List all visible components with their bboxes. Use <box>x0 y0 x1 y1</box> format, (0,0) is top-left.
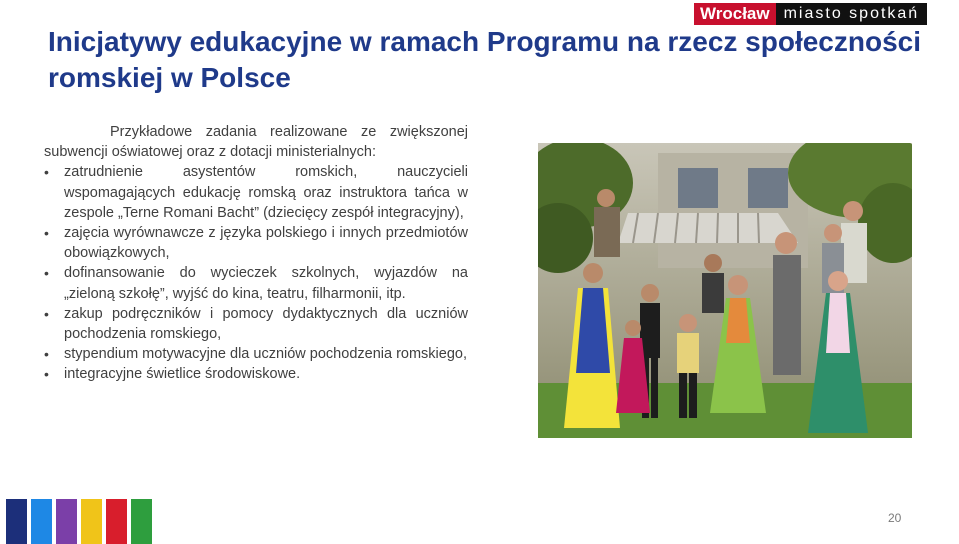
bullet-item: • stypendium motywacyjne dla uczniów pochodzenia romskiego, <box>44 344 468 364</box>
color-block <box>106 499 127 544</box>
slide-title: Inicjatywy edukacyjne w ramach Programu na rzecz społeczności romskiej w Polsce <box>48 26 922 93</box>
slide-body <box>44 122 468 385</box>
color-block <box>31 499 52 544</box>
group-photo <box>538 143 912 438</box>
bullet-item: • integracyjne świetlice środowiskowe. <box>44 364 468 384</box>
color-block <box>6 499 27 544</box>
bullet-item: • zatrudnienie asystentów romskich, nauczycieli wspomagających edukację romską oraz instruktora tańca w zespole „Terne Romani Bacht” (dziecięcy zespół integracyjny), <box>44 162 468 223</box>
logo-brand: Wrocław <box>694 3 776 25</box>
wroclaw-logo <box>694 3 927 25</box>
bullet-list <box>44 162 468 384</box>
page-number: 20 <box>888 511 902 525</box>
bullet-item: • zakup podręczników i pomocy dydaktycznych dla uczniów pochodzenia romskiego, <box>44 304 468 344</box>
bullet-item: • zajęcia wyrównawcze z języka polskiego i innych przedmiotów obowiązkowych, <box>44 223 468 263</box>
logo-tagline: miasto spotkań <box>776 3 928 25</box>
color-block <box>131 499 152 544</box>
color-block <box>56 499 77 544</box>
color-block <box>81 499 102 544</box>
intro-text: Przykładowe zadania realizowane ze zwiększonej subwencji oświatowej oraz z dotacji ministerialnych: <box>44 124 468 161</box>
photo-illustration <box>538 143 912 438</box>
bullet-item: • dofinansowanie do wycieczek szkolnych, wyjazdów na „zieloną szkołę”, wyjść do kina, teatru, filharmonii, itp. <box>44 263 468 303</box>
color-blocks <box>6 499 156 544</box>
